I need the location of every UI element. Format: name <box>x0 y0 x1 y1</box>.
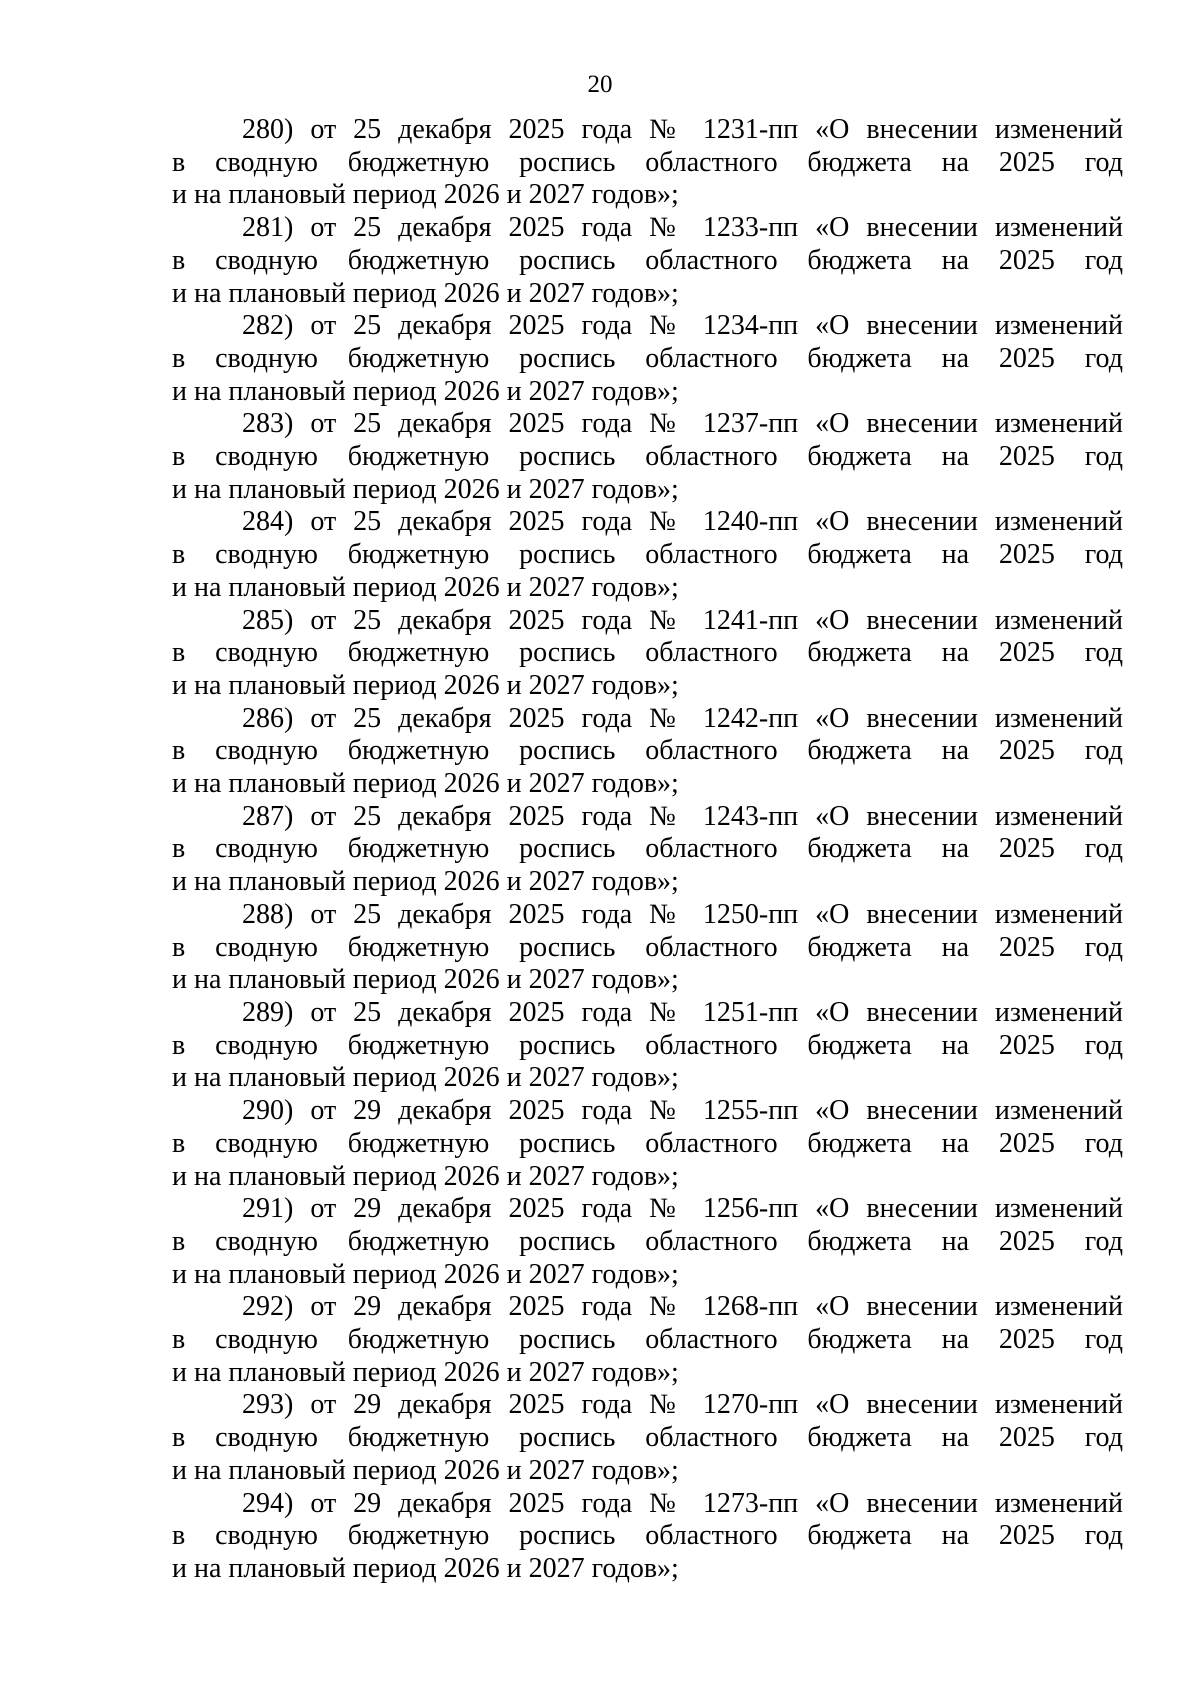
item-line: 290) от 29 декабря 2025 года № 1255-пп «О внесении изменений <box>242 1095 1123 1127</box>
item-line: в сводную бюджетную роспись областного бюджета на 2025 год <box>172 244 1123 276</box>
item-line: и на плановый период 2026 и 2027 годов»; <box>172 1160 679 1192</box>
list-item <box>172 605 1123 703</box>
item-line: и на плановый период 2026 и 2027 годов»; <box>172 1062 679 1094</box>
item-line: и на плановый период 2026 и 2027 годов»; <box>172 768 679 800</box>
item-line: в сводную бюджетную роспись областного бюджета на 2025 год <box>172 1520 1123 1552</box>
item-line: и на плановый период 2026 и 2027 годов»; <box>172 1454 679 1486</box>
item-line: и на плановый период 2026 и 2027 годов»; <box>172 179 679 211</box>
item-line: 284) от 25 декабря 2025 года № 1240-пп «О внесении изменений <box>242 506 1123 538</box>
list-item <box>172 1193 1123 1291</box>
item-line: 293) от 29 декабря 2025 года № 1270-пп «О внесении изменений <box>242 1389 1123 1421</box>
item-line: в сводную бюджетную роспись областного бюджета на 2025 год <box>172 441 1123 473</box>
item-line: и на плановый период 2026 и 2027 годов»; <box>172 571 679 603</box>
item-line: в сводную бюджетную роспись областного бюджета на 2025 год <box>172 1422 1123 1454</box>
item-line: в сводную бюджетную роспись областного бюджета на 2025 год <box>172 931 1123 963</box>
list-item <box>172 1389 1123 1487</box>
item-line: в сводную бюджетную роспись областного бюджета на 2025 год <box>172 735 1123 767</box>
item-line: 283) от 25 декабря 2025 года № 1237-пп «О внесении изменений <box>242 408 1123 440</box>
list-item <box>172 212 1123 310</box>
list-item <box>172 997 1123 1095</box>
item-line: и на плановый период 2026 и 2027 годов»; <box>172 375 679 407</box>
item-line: и на плановый период 2026 и 2027 годов»; <box>172 277 679 309</box>
item-line: в сводную бюджетную роспись областного бюджета на 2025 год <box>172 1127 1123 1159</box>
item-line: в сводную бюджетную роспись областного бюджета на 2025 год <box>172 637 1123 669</box>
item-line: и на плановый период 2026 и 2027 годов»; <box>172 669 679 701</box>
item-line: и на плановый период 2026 и 2027 годов»; <box>172 473 679 505</box>
item-line: в сводную бюджетную роспись областного бюджета на 2025 год <box>172 342 1123 374</box>
item-line: 288) от 25 декабря 2025 года № 1250-пп «О внесении изменений <box>242 898 1123 930</box>
item-line: 287) от 25 декабря 2025 года № 1243-пп «О внесении изменений <box>242 800 1123 832</box>
item-line: 292) от 29 декабря 2025 года № 1268-пп «О внесении изменений <box>242 1291 1123 1323</box>
list-item <box>172 703 1123 801</box>
resolution-list <box>172 114 1123 1586</box>
item-line: и на плановый период 2026 и 2027 годов»; <box>172 964 679 996</box>
item-line: и на плановый период 2026 и 2027 годов»; <box>172 866 679 898</box>
list-item <box>172 310 1123 408</box>
item-line: 294) от 29 декабря 2025 года № 1273-пп «О внесении изменений <box>242 1487 1123 1519</box>
item-line: 282) от 25 декабря 2025 года № 1234-пп «О внесении изменений <box>242 310 1123 342</box>
list-item <box>172 899 1123 997</box>
item-line: в сводную бюджетную роспись областного бюджета на 2025 год <box>172 833 1123 865</box>
list-item <box>172 114 1123 212</box>
item-line: 291) от 29 декабря 2025 года № 1256-пп «О внесении изменений <box>242 1193 1123 1225</box>
list-item <box>172 1291 1123 1389</box>
item-line: 285) от 25 декабря 2025 года № 1241-пп «О внесении изменений <box>242 604 1123 636</box>
item-line: в сводную бюджетную роспись областного бюджета на 2025 год <box>172 539 1123 571</box>
item-line: и на плановый период 2026 и 2027 годов»; <box>172 1552 679 1584</box>
item-line: 289) от 25 декабря 2025 года № 1251-пп «О внесении изменений <box>242 996 1123 1028</box>
list-item <box>172 801 1123 899</box>
list-item <box>172 408 1123 506</box>
item-line: и на плановый период 2026 и 2027 годов»; <box>172 1356 679 1388</box>
list-item <box>172 1488 1123 1586</box>
page-number: 20 <box>587 71 613 98</box>
item-line: в сводную бюджетную роспись областного бюджета на 2025 год <box>172 1029 1123 1061</box>
item-line: 281) от 25 декабря 2025 года № 1233-пп «О внесении изменений <box>242 212 1123 244</box>
list-item <box>172 506 1123 604</box>
item-line: в сводную бюджетную роспись областного бюджета на 2025 год <box>172 1225 1123 1257</box>
item-line: в сводную бюджетную роспись областного бюджета на 2025 год <box>172 1324 1123 1356</box>
item-line: и на плановый период 2026 и 2027 годов»; <box>172 1258 679 1290</box>
item-line: 280) от 25 декабря 2025 года № 1231-пп «О внесении изменений <box>242 114 1123 145</box>
item-line: в сводную бюджетную роспись областного бюджета на 2025 год <box>172 146 1123 178</box>
item-line: 286) от 25 декабря 2025 года № 1242-пп «О внесении изменений <box>242 702 1123 734</box>
list-item <box>172 1095 1123 1193</box>
